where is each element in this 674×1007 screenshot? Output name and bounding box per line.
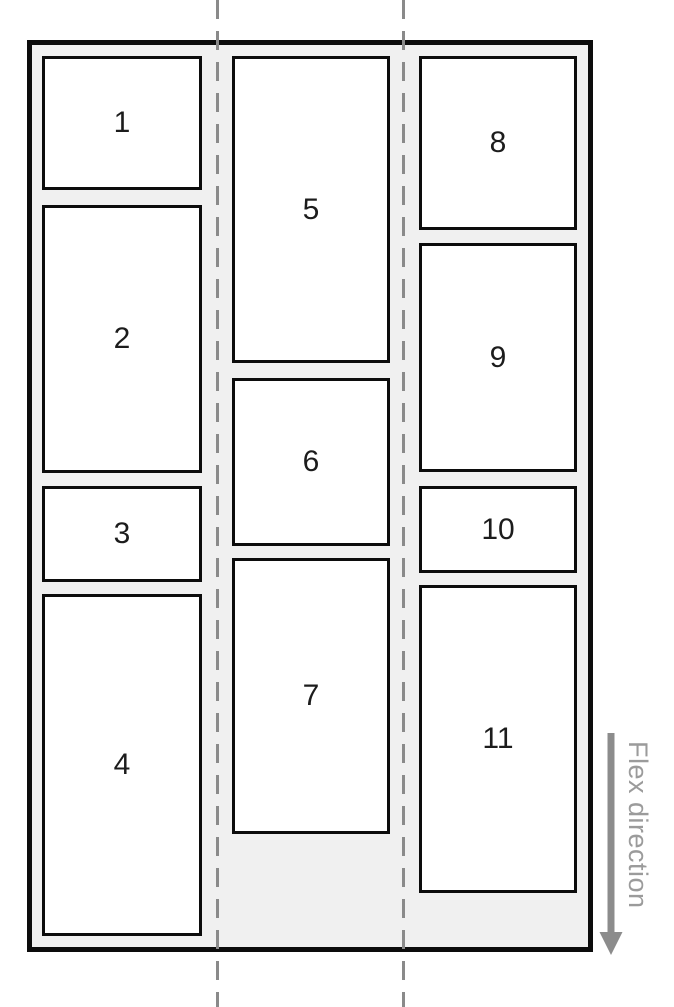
- flex-item-6: 6: [232, 378, 390, 546]
- flex-item-3: 3: [42, 486, 202, 582]
- flex-container: [27, 40, 593, 952]
- flex-item-1: 1: [42, 56, 202, 190]
- column-boundary-guide-line-1: [216, 0, 219, 1007]
- column-boundary-guide-line-2: [402, 0, 405, 1007]
- flex-item-4: 4: [42, 594, 202, 936]
- flex-item-11: 11: [419, 585, 577, 893]
- flex-item-7: 7: [232, 558, 390, 834]
- flex-item-9: 9: [419, 243, 577, 472]
- flex-item-5: 5: [232, 56, 390, 363]
- flex-item-2: 2: [42, 205, 202, 473]
- flex-item-10: 10: [419, 486, 577, 573]
- flex-direction-label: Flex direction: [623, 741, 653, 909]
- flex-item-8: 8: [419, 56, 577, 230]
